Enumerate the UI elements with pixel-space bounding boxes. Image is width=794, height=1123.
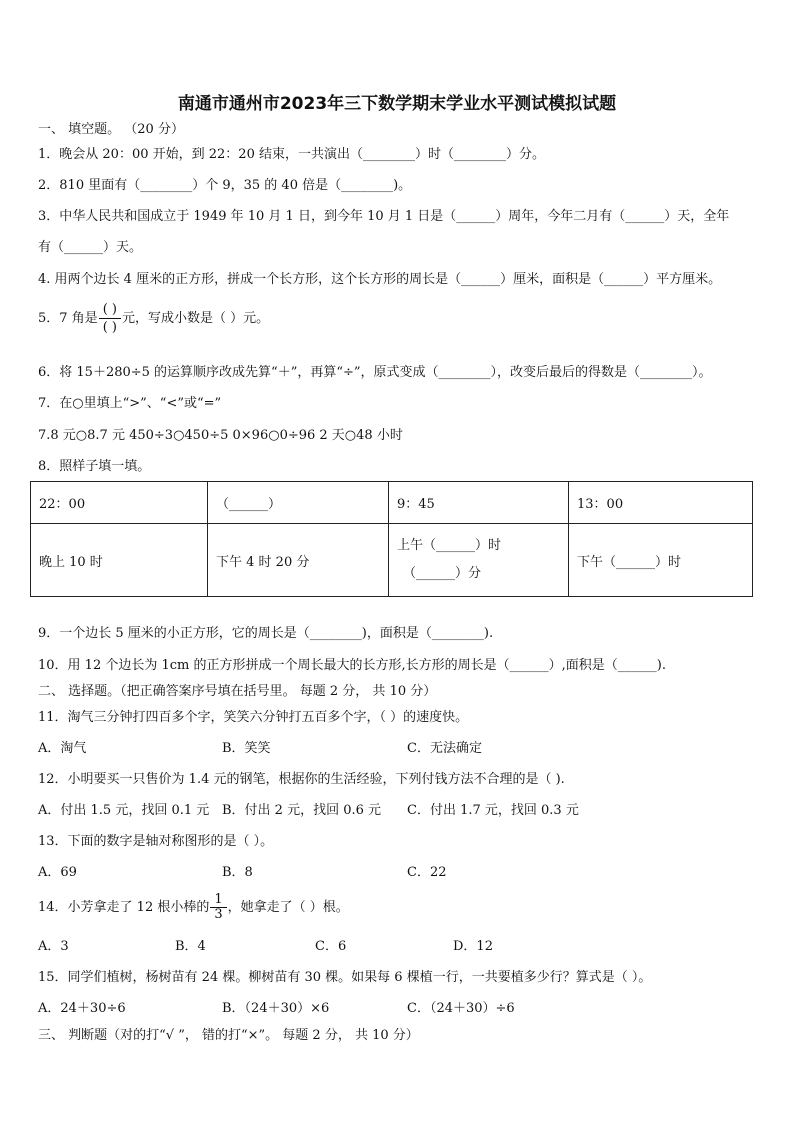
question-8: 8．照样子填一填。	[38, 459, 151, 474]
section-heading-multiple-choice: 二、 选择题。（把正确答案序号填在括号里。 每题 2 分， 共 10 分）	[38, 684, 437, 699]
question-9: 9．一个边长 5 厘米的小正方形，它的周长是（________)，面积是（________).	[38, 626, 494, 641]
question-3-line-2: 有（______）天。	[38, 240, 143, 255]
option: B．4	[175, 939, 206, 954]
section-heading-fill-in: 一、 填空题。 （20 分）	[38, 122, 184, 137]
question-14	[38, 893, 349, 922]
question-13: 13．下面的数字是轴对称图形的是（ ）。	[38, 834, 274, 849]
fraction-numerator-blank: ( )	[99, 301, 121, 319]
question-4: 4. 用两个边长 4 厘米的正方形，拼成一个长方形，这个长方形的周长是（______）厘米，面积是（______）平方厘米。	[38, 272, 722, 287]
option: C．（24＋30）÷6	[407, 1001, 515, 1016]
question-7: 7．在○里填上“>”、“<”或“=”	[38, 396, 222, 411]
table-cell-line: 上午（______）时	[397, 538, 502, 553]
option: C．6	[315, 939, 347, 954]
option: A．3	[38, 939, 69, 954]
question-6: 6．将 15＋280÷5 的运算顺序改成先算“＋”，再算“÷”，原式变成（________），改变后最后的得数是（________）。	[38, 365, 712, 380]
fraction-denominator: 3	[214, 907, 223, 922]
fraction-denominator-blank: ( )	[102, 320, 117, 335]
table-cell: 下午（______）时	[569, 524, 753, 597]
option: C．付出 1.7 元，找回 0.3 元	[407, 803, 579, 818]
page-title: 南通市通州市2023年三下数学期末学业水平测试模拟试题	[177, 94, 617, 114]
question-7-items: 7.8 元○8.7 元 450÷3○450÷5 0×96○0÷96 2 天○48 小时	[38, 428, 403, 443]
option: C．22	[407, 865, 447, 880]
question-12: 12．小明要买一只售价为 1.4 元的钢笔，根据你的生活经验，下列付钱方法不合理的是（ ).	[38, 772, 565, 787]
question-14-suffix: ，她拿走了（ ）根。	[227, 900, 349, 915]
table-cell	[389, 524, 569, 597]
fraction-numerator: 1	[210, 893, 226, 908]
table-cell: 9：45	[389, 482, 569, 524]
question-11: 11．淘气三分钟打四百多个字，笑笑六分钟打五百多个字，（ ）的速度快。	[38, 710, 469, 725]
question-5-fraction	[99, 301, 121, 336]
table-cell: 晚上 10 时	[31, 524, 208, 597]
option: B．付出 2 元，找回 0.6 元	[222, 803, 382, 818]
question-14-prefix: 14．小芳拿走了 12 根小棒的	[38, 900, 210, 915]
question-5-suffix: 元，写成小数是（ ）元。	[121, 311, 270, 326]
question-15: 15．同学们植树，杨树苗有 24 棵。柳树苗有 30 棵。如果每 6 棵植一行，一共要植多少行？算式是（ ）。	[38, 970, 652, 985]
option: B．（24＋30）×6	[222, 1001, 330, 1016]
table-row	[31, 482, 753, 524]
option: A．24＋30÷6	[38, 1001, 126, 1016]
question-5-prefix: 5．7 角是	[38, 311, 98, 326]
time-conversion-table	[30, 481, 753, 597]
question-1: 1．晚会从 20：00 开始，到 22：20 结束，一共演出（________）时（________）分。	[38, 147, 545, 162]
table-cell: 13：00	[569, 482, 753, 524]
option: B．笑笑	[222, 741, 271, 756]
table-row	[31, 524, 753, 597]
option: D．12	[453, 939, 493, 954]
option: A．淘气	[38, 741, 87, 756]
table-cell: 22：00	[31, 482, 208, 524]
option: A．69	[38, 865, 77, 880]
question-10: 10．用 12 个边长为 1cm 的正方形拼成一个周长最大的长方形,长方形的周长是（______）,面积是（______).	[38, 658, 666, 673]
section-heading-true-false: 三、 判断题（对的打“√ ”， 错的打“×”。 每题 2 分， 共 10 分）	[38, 1028, 419, 1043]
question-14-fraction	[210, 893, 226, 922]
question-5	[38, 301, 269, 336]
question-2: 2．810 里面有（________）个 9，35 的 40 倍是（________)。	[38, 178, 412, 193]
option: C．无法确定	[407, 741, 482, 756]
table-cell-line: （______）分	[403, 566, 482, 581]
option: A．付出 1.5 元，找回 0.1 元	[38, 803, 210, 818]
table-cell: （______）	[208, 482, 389, 524]
question-3-line-1: 3．中华人民共和国成立于 1949 年 10 月 1 日，到今年 10 月 1 日是（______）周年，今年二月有（______）天，全年	[38, 209, 730, 224]
option: B．8	[222, 865, 253, 880]
table-cell: 下午 4 时 20 分	[208, 524, 389, 597]
